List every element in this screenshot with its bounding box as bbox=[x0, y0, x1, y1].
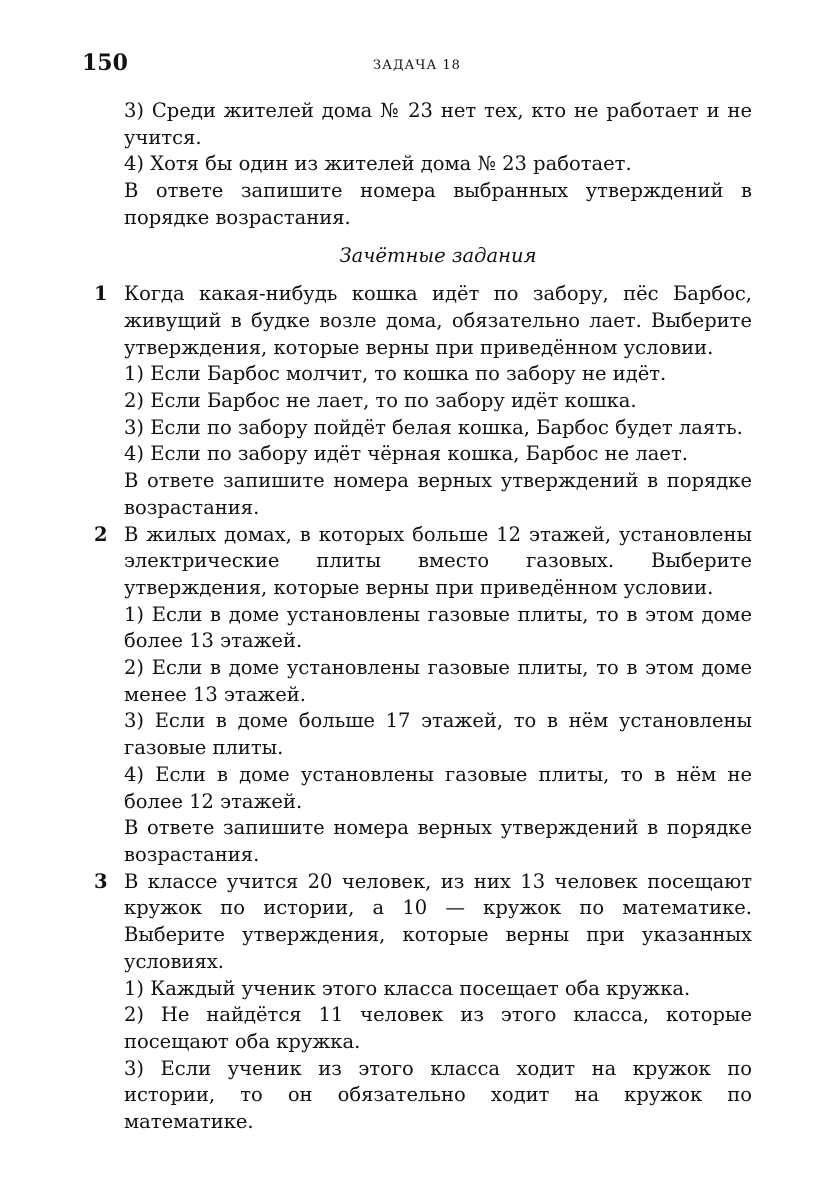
task-number: 3 bbox=[94, 869, 108, 893]
section-title: Зачётные задания bbox=[339, 243, 537, 267]
task-condition: В классе учится 20 человек, из них 13 человек посещают кружок по истории, а 10 — кружок по математике. Выберите утверждения, которые верны при указанных условиях. bbox=[124, 869, 752, 973]
task-option: 4) Если в доме установлены газовые плиты, то в нём не более 12 этажей. bbox=[124, 762, 752, 813]
task-option: 3) Если ученик из этого класса ходит на кружок по истории, то он обязательно ходит на кружок по математике. bbox=[124, 1056, 752, 1134]
intro-statement-3: 3) Среди жителей дома № 23 нет тех, кто не работает и не учится. bbox=[124, 99, 752, 149]
task-1 bbox=[94, 281, 752, 521]
task-condition: Когда какая-нибудь кошка идёт по забору, пёс Барбос, живущий в будке возле дома, обязательно лает. Выберите утверждения, которые верны при приведённом условии. bbox=[124, 282, 752, 359]
task-option: 2) Если в доме установлены газовые плиты, то в этом доме менее 13 этажей. bbox=[124, 656, 752, 706]
task-option: 2) Если Барбос не лает, то по забору идёт кошка. bbox=[124, 389, 637, 413]
task-option: 1) Каждый ученик этого класса посещает оба кружка. bbox=[124, 976, 691, 1000]
task-number: 1 bbox=[94, 282, 108, 306]
task-condition: В жилых домах, в которых больше 12 этажей, установлены электрические плиты вместо газовых. Выберите утверждения, которые верны при приведённом условии. bbox=[124, 522, 752, 599]
task-2 bbox=[94, 522, 752, 869]
page-number: 150 bbox=[82, 50, 128, 76]
task-option: 2) Не найдётся 11 человек из этого класса, которые посещают оба кружка. bbox=[124, 1003, 752, 1053]
intro-statement-4: 4) Хотя бы один из жителей дома № 23 работает. bbox=[124, 152, 632, 176]
intro-instruction: В ответе запишите номера выбранных утверждений в порядке возрастания. bbox=[124, 179, 752, 229]
intro-block bbox=[124, 98, 752, 232]
page-header bbox=[82, 50, 752, 80]
task-option: 3) Если по забору пойдёт белая кошка, Барбос будет лаять. bbox=[124, 415, 743, 439]
task-instruction: В ответе запишите номера верных утверждений в порядке возрастания. bbox=[124, 816, 752, 866]
task-option: 1) Если Барбос молчит, то кошка по забору не идёт. bbox=[124, 362, 667, 386]
running-title: ЗАДАЧА 18 bbox=[373, 58, 461, 73]
task-option: 1) Если в доме установлены газовые плиты, то в этом доме более 13 этажей. bbox=[124, 602, 752, 653]
task-instruction: В ответе запишите номера верных утверждений в порядке возрастания. bbox=[124, 469, 752, 519]
task-3 bbox=[94, 869, 752, 1136]
page-content bbox=[94, 98, 752, 1136]
task-option: 4) Если по забору идёт чёрная кошка, Барбос не лает. bbox=[124, 442, 688, 466]
task-number: 2 bbox=[94, 522, 108, 546]
task-option: 3) Если в доме больше 17 этажей, то в нём установлены газовые плиты. bbox=[124, 709, 752, 760]
